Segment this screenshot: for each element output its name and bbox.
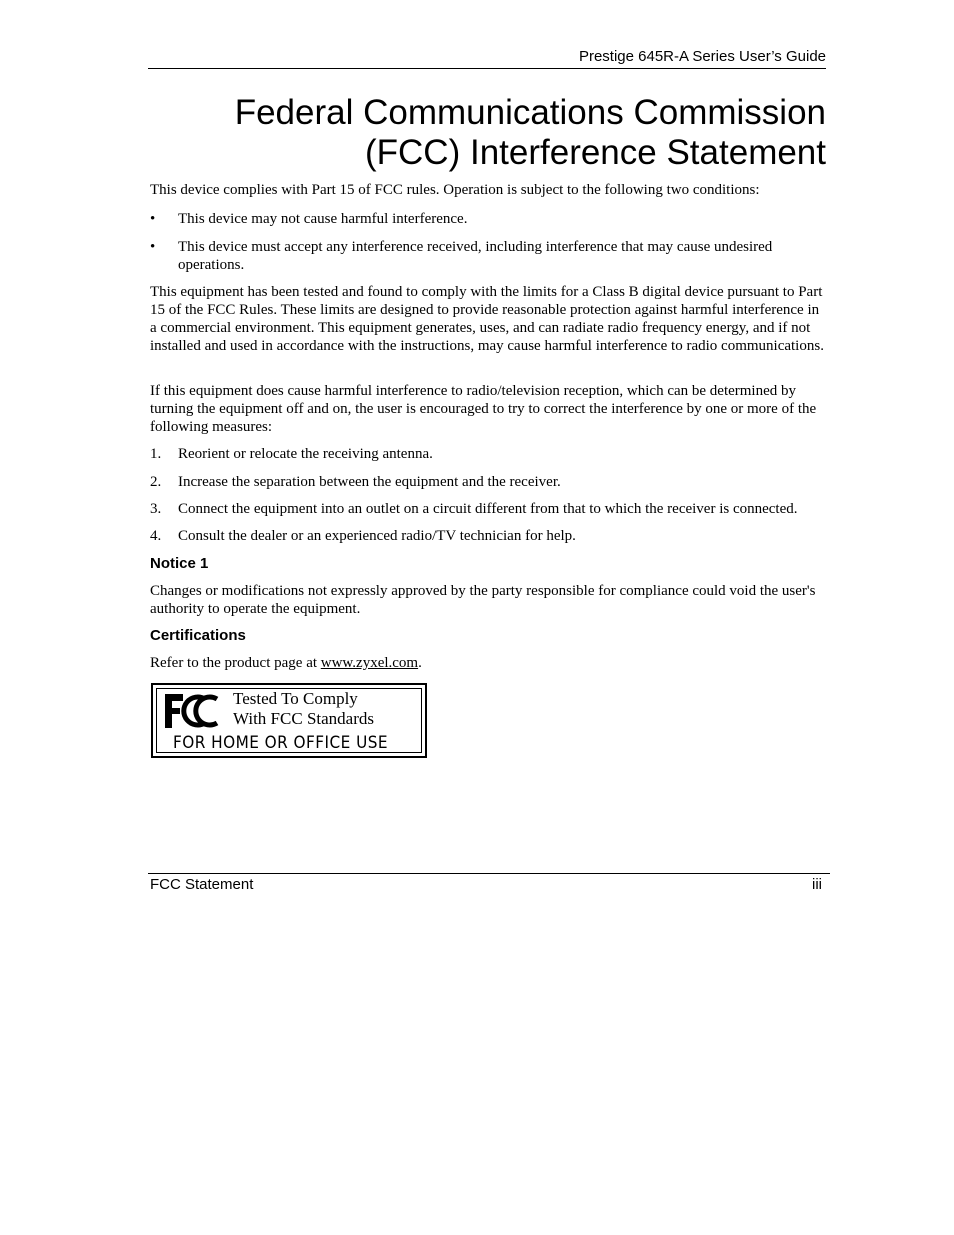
fcc-logo-line-2: With FCC Standards [233,709,374,728]
certifications-heading: Certifications [150,627,246,644]
page-title [148,93,826,173]
intro-paragraph: This device complies with Part 15 of FCC rules. Operation is subject to the following two conditions: [150,182,760,198]
footer-section-name: FCC Statement [150,876,254,893]
limits-paragraph: This equipment has been tested and found to comply with the limits for a Class B digital device pursuant to Part 15 of the FCC Rules. These limits are designed to provide reasonable protection against harmful interference in a commercial environment. This equipment generates, uses, and can radiate radio frequency energy, and if not installed and used in accordance with the instructions, may cause harmful interference to radio communications. [150,284,824,354]
number-marker: 3. [150,501,162,517]
certifications-text-prefix: Refer to the product page at [150,655,321,671]
page-title-line-2: (FCC) Interference Statement [365,133,826,172]
condition-text: This device must accept any interference received, including interference that may cause undesired operations. [178,239,773,273]
certifications-text-suffix: . [418,655,422,671]
notice-paragraph: Changes or modifications not expressly approved by the party responsible for compliance could void the user's authority to operate the equipment. [150,583,816,617]
measure-text: Consult the dealer or an experienced radio/TV technician for help. [178,528,576,544]
fcc-mark-icon [163,691,225,731]
fcc-logo-line-1: Tested To Comply [233,689,358,708]
measure-text: Connect the equipment into an outlet on a circuit different from that to which the receiver is connected. [178,501,798,517]
zyxel-link[interactable]: www.zyxel.com [320,655,419,671]
running-footer [148,873,830,894]
fcc-compliance-logo [151,683,427,758]
fcc-logo-line-3: FOR HOME OR OFFICE USE [173,733,389,753]
notice-heading: Notice 1 [150,555,209,572]
running-header-title: Prestige 645R-A Series User’s Guide [578,48,826,65]
measure-text: Reorient or relocate the receiving antenna. [178,446,433,462]
number-marker: 2. [150,474,162,490]
measure-text: Increase the separation between the equipment and the receiver. [178,474,561,490]
condition-text: This device may not cause harmful interference. [178,211,468,227]
number-marker: 4. [150,528,162,544]
page-title-line-1: Federal Communications Commission [234,93,826,132]
certifications-paragraph [150,654,826,672]
number-marker: 1. [150,446,162,462]
bullet-marker: • [150,211,156,227]
running-header [148,47,826,69]
footer-page-number: iii [812,876,822,893]
measures-paragraph: If this equipment does cause harmful interference to radio/television reception, which can be determined by turning the equipment off and on, the user is encouraged to try to correct the interference by one or more of the following measures: [150,383,817,435]
bullet-marker: • [150,239,156,255]
